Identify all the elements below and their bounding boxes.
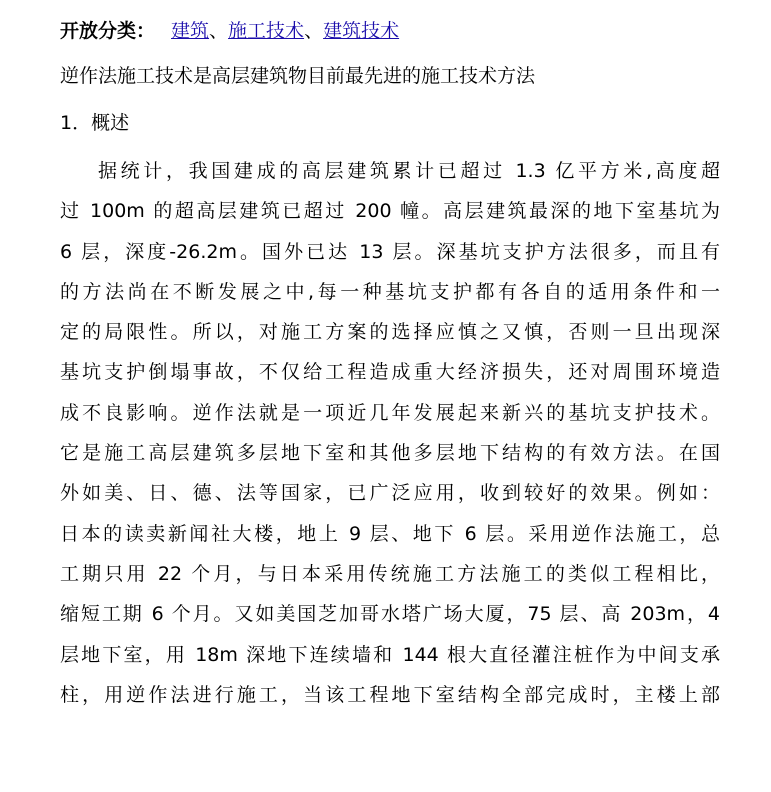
body-line: 层地下室，用 18m 深地下连续墙和 144 根大直径灌注桩作为中间支承: [60, 643, 720, 666]
body-line: 定的局限性。所以，对施工方案的选择应慎之又慎，否则一旦出现深: [60, 321, 720, 344]
body-line: 工期只用 22 个月，与日本采用传统施工方法施工的类似工程相比，: [60, 562, 720, 585]
body-line: 6 层，深度-26.2m。国外已达 13 层。深基坑支护方法很多，而且有: [60, 240, 720, 263]
body-paragraph: [60, 151, 720, 715]
body-line: 过 100m 的超高层建筑已超过 200 幢。高层建筑最深的地下室基坑为: [60, 200, 720, 223]
category-line: [60, 16, 399, 46]
body-line: 外如美、日、德、法等国家，已广泛应用，收到较好的效果。例如：: [60, 482, 720, 505]
category-link-architecture[interactable]: 建筑: [171, 20, 210, 42]
category-link-construction-technology[interactable]: 施工技术: [228, 20, 305, 42]
body-line: 的方法尚在不断发展之中,每一种基坑支护都有各自的适用条件和一: [60, 280, 720, 303]
category-link-building-technology[interactable]: 建筑技术: [323, 20, 400, 42]
category-separator: 、: [209, 20, 229, 42]
category-separator: 、: [304, 20, 324, 42]
body-line: 据统计，我国建成的高层建筑累计已超过 1.3 亿平方米,高度超: [98, 160, 720, 182]
section-heading: 1．概述: [60, 112, 130, 134]
body-line: 日本的读卖新闻社大楼，地上 9 层、地下 6 层。采用逆作法施工，总: [60, 522, 720, 545]
body-line: 基坑支护倒塌事故，不仅给工程造成重大经济损失，还对周围环境造: [60, 361, 720, 384]
body-line: 缩短工期 6 个月。又如美国芝加哥水塔广场大厦，75 层、高 203m，4: [60, 603, 720, 626]
category-label: 开放分类：: [60, 20, 156, 42]
body-line: 它是施工高层建筑多层地下室和其他多层地下结构的有效方法。在国: [60, 442, 720, 465]
body-line: 柱，用逆作法进行施工，当该工程地下室结构全部完成时，主楼上部: [60, 683, 720, 706]
document-title: 逆作法施工技术是高层建筑物目前最先进的施工技术方法: [60, 65, 536, 87]
body-line: 成不良影响。逆作法就是一项近几年发展起来新兴的基坑支护技术。: [60, 401, 720, 424]
